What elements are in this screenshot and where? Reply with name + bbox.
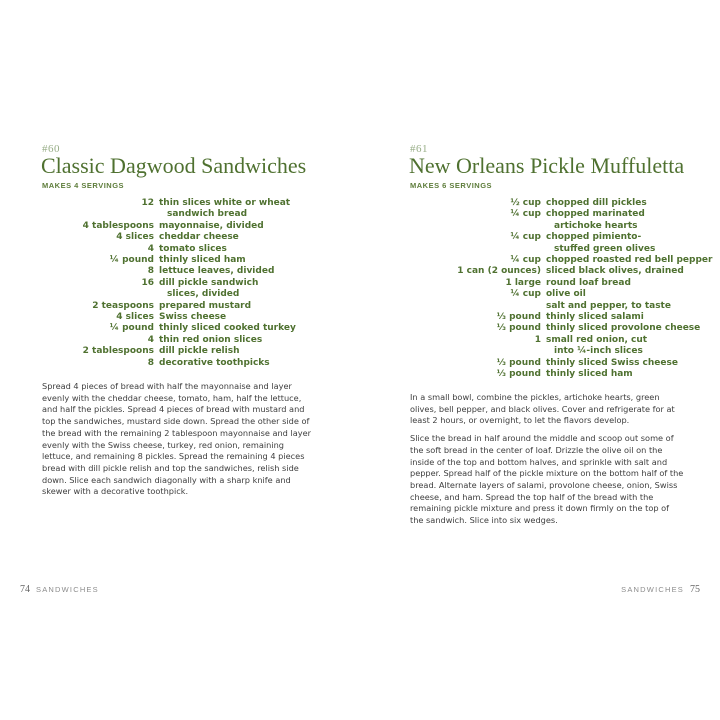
ingredient-name: small red onion, cut <box>546 334 648 345</box>
ingredient-name: stuffed green olives <box>554 243 656 254</box>
ingredient-name: Swiss cheese <box>159 312 227 323</box>
right-page <box>360 0 720 720</box>
ingredient-quantity: ¼ cup <box>510 255 541 266</box>
ingredient-row <box>42 358 296 369</box>
ingredient-row <box>42 244 296 255</box>
ingredient-name: salt and pepper, to taste <box>546 300 671 311</box>
section-label: SANDWICHES <box>621 585 684 594</box>
method-paragraph: Slice the bread in half around the middle and scoop out some of the soft bread in the center of loaf. Drizzle the olive oil on the inside of the top and bottom halves, and sprinkle with salt and pepper. Spread half of the pickle mixture on the bottom half of the bread. Alternate layers of salami, provolone cheese, onion, Swiss cheese, and ham. Spread the top half of the bread with the remaining pickle mixture and press it down firmly on the top of the sandwich. Slice into six wedges. <box>410 433 684 526</box>
ingredient-row <box>42 232 296 243</box>
page-footer <box>621 584 700 595</box>
ingredient-row <box>42 312 296 323</box>
recipe-number: #60 <box>42 143 60 155</box>
ingredient-name: mayonnaise, divided <box>159 220 264 231</box>
ingredient-name: chopped pimiento- <box>546 232 642 243</box>
ingredient-quantity <box>410 221 546 232</box>
ingredient-row <box>410 335 712 346</box>
ingredient-quantity: ¼ cup <box>510 232 541 243</box>
ingredient-quantity <box>410 301 546 312</box>
ingredient-quantity <box>410 244 546 255</box>
ingredient-quantity: 4 tablespoons <box>82 220 154 231</box>
ingredient-name: artichoke hearts <box>554 220 638 231</box>
recipe-title: New Orleans Pickle Muffuletta <box>409 153 685 178</box>
ingredient-quantity: 2 teaspoons <box>92 300 154 311</box>
ingredient-quantity: 16 <box>141 277 154 288</box>
page-number: 74 <box>20 584 30 595</box>
ingredient-row <box>410 369 712 380</box>
ingredient-name: olive oil <box>546 289 586 300</box>
ingredient-quantity: ½ cup <box>510 198 541 208</box>
ingredient-row <box>42 323 296 334</box>
ingredient-quantity: 8 <box>147 266 154 277</box>
ingredient-row <box>42 209 296 220</box>
ingredient-quantity: 1 large <box>505 277 541 288</box>
ingredient-row <box>410 278 712 289</box>
method-text <box>410 392 684 533</box>
ingredient-quantity: 4 slices <box>116 312 154 323</box>
ingredient-quantity <box>42 289 159 300</box>
ingredient-row <box>410 221 712 232</box>
ingredient-quantity: ¼ pound <box>109 323 154 334</box>
ingredient-name: into ¼-inch slices <box>554 346 643 357</box>
ingredient-name: thinly sliced ham <box>546 369 633 380</box>
servings-label: MAKES 6 SERVINGS <box>410 181 493 190</box>
ingredient-quantity: 4 <box>147 334 154 345</box>
ingredient-name: chopped marinated <box>546 209 645 220</box>
ingredient-row <box>410 266 712 277</box>
method-paragraph: Spread 4 pieces of bread with half the mayonnaise and layer evenly with the cheddar cheese, tomato, ham, half the lettuce, and half the pickles. Spread 4 pieces of bread with mustard and top the sandwiches, mustard side down. Spread the other side of the bread with the remaining 2 tablespoon mayonnaise and layer evenly with the Swiss cheese, turkey, red onion, remaining lettuce, and remaining 8 pickles. Spread the remaining 4 pieces bread with dill pickle relish and top the sandwiches, relish side down. Slice each sandwich diagonally with a sharp knife and skewer with a decorative toothpick. <box>42 381 312 497</box>
ingredient-row <box>410 289 712 300</box>
ingredient-quantity: 12 <box>141 198 154 208</box>
ingredient-row <box>42 289 296 300</box>
recipe-number: #61 <box>410 143 428 155</box>
ingredient-name: thinly sliced provolone cheese <box>546 323 701 334</box>
method-text <box>42 381 314 504</box>
ingredient-row <box>410 312 712 323</box>
ingredient-list <box>410 198 712 381</box>
ingredient-row <box>42 346 296 357</box>
ingredient-quantity: 1 <box>534 334 541 345</box>
ingredient-quantity <box>42 209 159 220</box>
ingredient-name: sliced black olives, drained <box>546 266 684 277</box>
ingredient-quantity: 4 slices <box>116 232 154 243</box>
ingredient-name: thin slices white or wheat <box>159 198 291 208</box>
ingredient-name: prepared mustard <box>159 300 252 311</box>
ingredient-row <box>410 255 712 266</box>
ingredient-row <box>42 198 296 209</box>
ingredient-name: chopped dill pickles <box>546 198 647 208</box>
recipe-title: Classic Dagwood Sandwiches <box>41 153 307 178</box>
ingredient-name: lettuce leaves, divided <box>159 266 275 277</box>
ingredient-quantity: 8 <box>147 357 154 368</box>
ingredient-row <box>42 335 296 346</box>
ingredient-row <box>42 221 296 232</box>
ingredient-quantity: ⅓ pound <box>496 312 541 323</box>
ingredient-name: cheddar cheese <box>159 232 239 243</box>
ingredient-name: decorative toothpicks <box>159 357 270 368</box>
ingredient-name: thinly sliced salami <box>546 312 644 323</box>
ingredient-name: thinly sliced cooked turkey <box>159 323 296 334</box>
ingredient-name: thinly sliced Swiss cheese <box>546 357 678 368</box>
ingredient-name: round loaf bread <box>546 277 631 288</box>
ingredient-name: thinly sliced ham <box>159 255 246 266</box>
ingredient-row <box>410 323 712 334</box>
section-label: SANDWICHES <box>36 585 99 594</box>
ingredient-quantity <box>410 346 546 357</box>
ingredient-row <box>42 278 296 289</box>
ingredient-quantity: ¼ pound <box>109 255 154 266</box>
page-footer <box>20 584 99 595</box>
ingredient-quantity: 1 can (2 ounces) <box>457 266 541 277</box>
ingredient-name: tomato slices <box>159 243 227 254</box>
ingredient-name: slices, divided <box>167 289 240 300</box>
ingredient-row <box>410 346 712 357</box>
ingredient-name: dill pickle sandwich <box>159 277 259 288</box>
ingredient-row <box>410 358 712 369</box>
ingredient-name: chopped roasted red bell pepper <box>546 255 713 266</box>
ingredient-row <box>42 266 296 277</box>
ingredient-name: thin red onion slices <box>159 334 263 345</box>
ingredient-name: dill pickle relish <box>159 346 240 357</box>
page-number: 75 <box>690 584 700 595</box>
method-paragraph: In a small bowl, combine the pickles, artichoke hearts, green olives, bell pepper, and black olives. Cover and refrigerate for at least 2 hours, or overnight, to let the flavors develop. <box>410 392 675 426</box>
ingredient-quantity: ⅓ pound <box>496 369 541 380</box>
ingredient-row <box>42 255 296 266</box>
ingredient-quantity: ¼ cup <box>510 209 541 220</box>
ingredient-list <box>42 198 296 369</box>
ingredient-quantity: 2 tablespoons <box>82 346 154 357</box>
ingredient-quantity: 4 <box>147 243 154 254</box>
ingredient-row <box>410 244 712 255</box>
ingredient-row <box>410 198 712 209</box>
ingredient-row <box>410 209 712 220</box>
ingredient-quantity: ⅓ pound <box>496 357 541 368</box>
ingredient-quantity: ¼ cup <box>510 289 541 300</box>
ingredient-row <box>410 232 712 243</box>
ingredient-name: sandwich bread <box>167 209 248 220</box>
ingredient-row <box>42 301 296 312</box>
ingredient-quantity: ⅓ pound <box>496 323 541 334</box>
ingredient-row <box>410 301 712 312</box>
servings-label: MAKES 4 SERVINGS <box>42 181 125 190</box>
